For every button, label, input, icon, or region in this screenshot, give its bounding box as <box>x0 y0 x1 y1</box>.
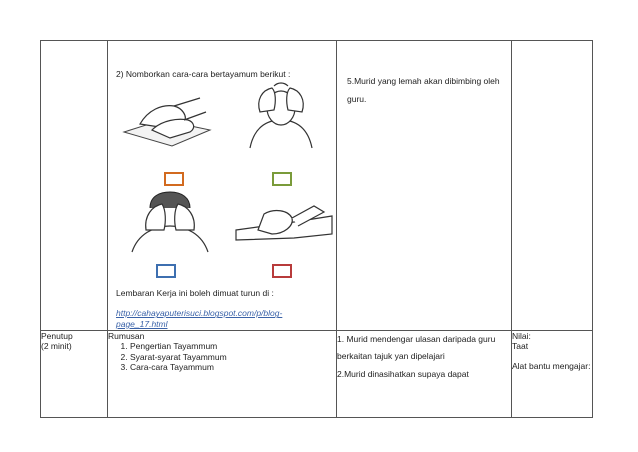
table-row <box>41 330 593 417</box>
list-item: 1. Pengertian Tayammum <box>130 341 336 352</box>
summary-list <box>108 341 336 373</box>
number-box-1 <box>164 172 184 186</box>
list-item: 2. Syarat-syarat Tayammum <box>130 352 336 363</box>
covering-face-illustration <box>130 190 210 254</box>
worksheet-link[interactable]: http://cahayaputerisuci.blogspot.com/p/blog-page_17.html <box>116 308 283 329</box>
values-cell <box>512 330 593 417</box>
student-activity-cell <box>337 41 512 331</box>
closing-activity-1: 1. Murid mendengar ulasan daripada guru berkaitan tajuk yan dipelajari <box>337 333 496 362</box>
lesson-plan-table <box>40 40 593 418</box>
number-box-2 <box>272 172 292 186</box>
stage-cell <box>41 330 108 417</box>
summary-heading: Rumusan <box>108 330 145 341</box>
student-note: 5.Murid yang lemah akan dibimbing oleh guru. <box>347 76 500 104</box>
table-row <box>41 41 593 331</box>
wiping-face-illustration <box>246 82 316 150</box>
stage-name: Penutup <box>41 330 73 341</box>
number-box-4 <box>272 264 292 278</box>
closing-activity-2: 2.Murid dinasihatkan supaya dapat <box>337 369 469 380</box>
stage-cell-empty <box>41 41 108 331</box>
summary-cell <box>108 330 337 417</box>
hands-on-surface-illustration <box>122 90 212 150</box>
activity-cell <box>108 41 337 331</box>
nilai-label: Nilai: <box>512 330 531 341</box>
tayammum-pictures <box>116 88 330 278</box>
closing-activity-cell <box>337 330 512 417</box>
nilai-value: Taat <box>512 341 529 352</box>
worksheet-note: Lembaran Kerja ini boleh dimuat turun di : <box>116 287 274 298</box>
stage-duration: (2 minit) <box>41 341 72 352</box>
number-box-3 <box>156 264 176 278</box>
teaching-aid-label: Alat bantu mengajar: <box>512 360 591 371</box>
list-item: 3. Cara-cara Tayammum <box>130 362 336 373</box>
activity-instruction: 2) Nomborkan cara-cara bertayamum berikut : <box>116 69 291 79</box>
wiping-arm-illustration <box>234 204 334 248</box>
remarks-cell-empty <box>512 41 593 331</box>
